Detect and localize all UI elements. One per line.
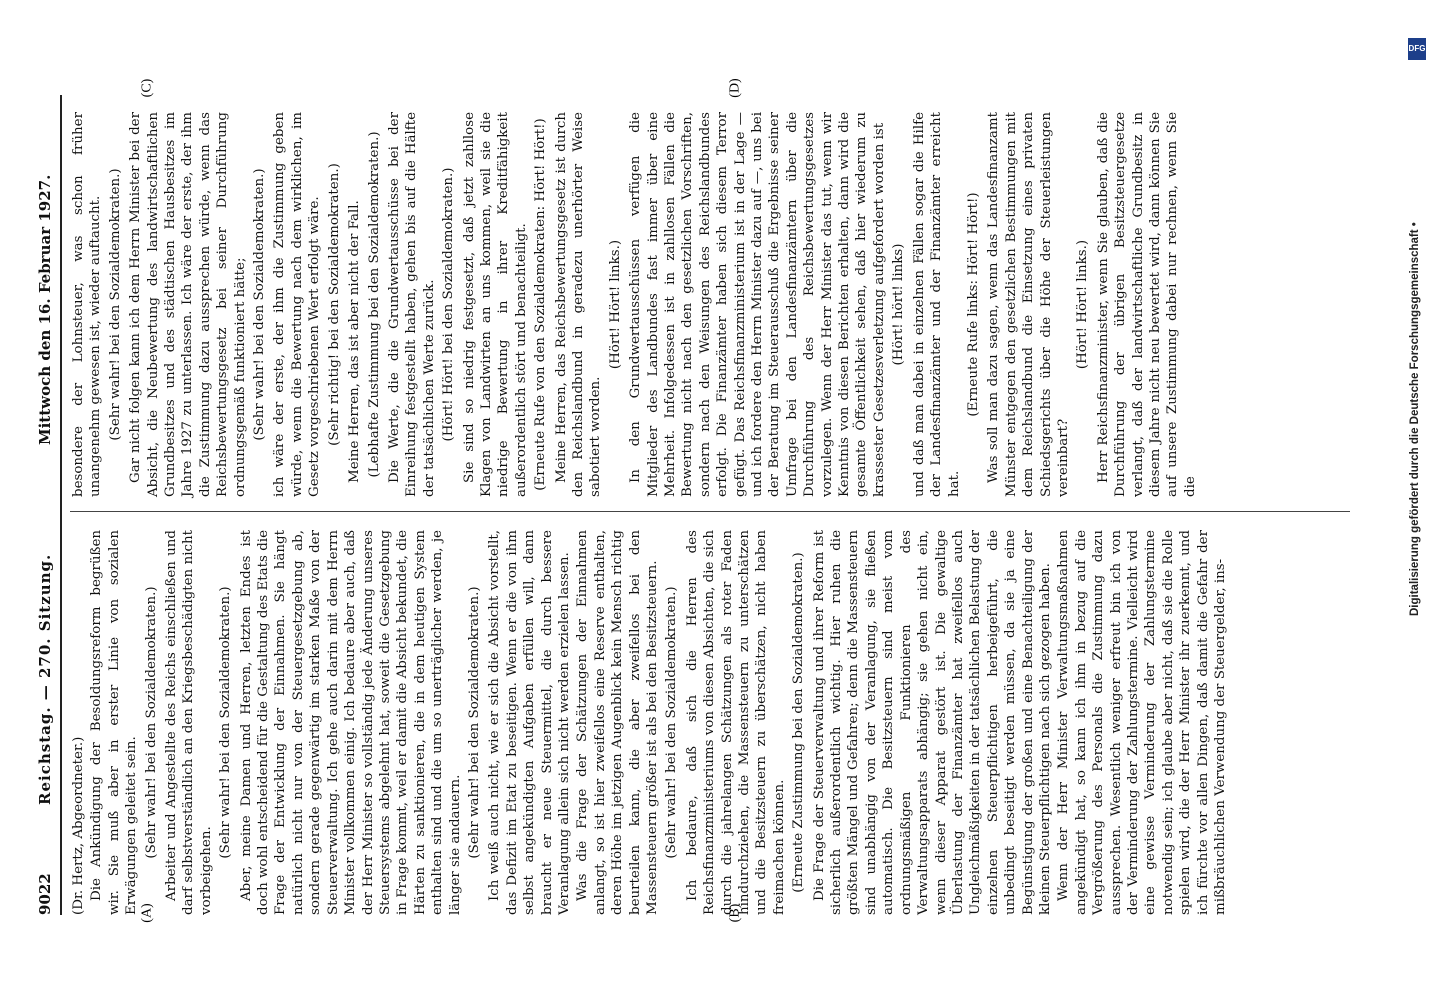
session-title: Reichstag. — 270. Sitzung. — [36, 553, 54, 805]
digitization-credit — [1405, 30, 1431, 620]
margin-marker-c: (C) — [139, 78, 155, 98]
paragraph: Gar nicht folgen kann ich dem Herrn Minister bei der Absicht, die Neubewertung des landwirtschaftlichen Grundbesitzes und des städtischen Hausbesitzes im Jahre 1927 zu unterlassen. Ich wäre der erste, der ihm die Zustimmung dazu aussprechen würde, wenn das Reichsbewertungsgesetz bei seiner Durchführung ordnungsgemäß funktioniert hätte; — [128, 112, 248, 497]
paragraph: besondere der Lohnsteuer, was schon früher unangenehm gewesen ist, wieder auftaucht. — [71, 112, 104, 497]
paragraph: Was soll man dazu sagen, wenn das Landesfinanzamt Münster entgegen den gesetzlichen Bestimmungen mit dem Reichslandbund die Einsetzung eines privaten Schiedsgerichts über die Höhe der Steuerleistungen vereinbart? — [986, 112, 1071, 497]
interjection: (Sehr wahr! bei den Sozialdemokraten.) — [107, 168, 123, 441]
interjection: (Sehr richtig! bei den Sozialdemokraten.) — [326, 163, 342, 446]
credit-text: Digitalisierung gefördert durch die Deutsche Forschungsgemeinschaft • — [1409, 222, 1421, 616]
paragraph: und daß man dabei in einzelnen Fällen sogar die Hilfe der Landesfinanzämter und der Finanzämter erreicht hat. — [911, 112, 962, 497]
column-divider — [70, 511, 1350, 512]
interjection: (Sehr wahr! bei den Sozialdemokraten.) — [143, 586, 159, 859]
paragraph: (Dr. Hertz, Abgeordneter.) — [71, 736, 86, 915]
interjection: (Erneute Zustimmung bei den Sozialdemokraten.) — [791, 552, 807, 893]
interjection: (Hört! hört! links) — [891, 243, 907, 366]
document-frame — [30, 95, 1360, 915]
interjection: (Sehr wahr! bei den Sozialdemokraten.) — [252, 168, 268, 441]
paragraph: Die Werte, die die Grundwertausschüsse bei der Einreihung festgestellt haben, gehen bis auf die Hälfte der tatsächlichen Werte zurück. — [386, 112, 437, 497]
paragraph: ich wäre der erste, der ihm die Zustimmung geben würde, wenn die Bewertung nach dem wirklichen, im Gesetz vorgeschriebenen Wert erfolgt wäre. — [272, 112, 323, 497]
interjection: (Erneute Rufe links: Hört! Hört!) — [965, 192, 981, 417]
paragraph: Arbeiter und Angestellte des Reichs einschließen und darf selbstverständlich an den Kriegsbeschädigten nicht vorbeigehen. — [164, 530, 214, 915]
paragraph: Wenn der Herr Minister Verwaltungsmaßnahmen angekündigt hat, so kann ich ihm in bezug auf die Vergrößerung des Personals die Zustimmung dazu aussprechen. Wesentlich weniger erfreut bin ich von der Verminderung der Zahlungstermine. Vielleicht wird eine gewisse Verminderung der Zahlungstermine notwendig sein; ich glaube aber nicht, daß sie die Rolle spielen wird, die der Herr Minister ihr zuerkennt, und ich fürchte vor allen Dingen, daß damit die Gefahr der mißbräuchlichen Verwendung der Steuergelder, ins- — [1056, 530, 1228, 915]
interjection: (Sehr wahr! bei den Sozialdemokraten.) — [664, 586, 680, 859]
paragraph: Sie sind so niedrig festgesetzt, daß jetzt zahllose Klagen von Landwirten an uns kommen, weil sie die niedrige Bewertung in ihrer Kreditfähigkeit außerordentlich stört und benachteiligt. — [461, 112, 529, 497]
header-rule — [60, 95, 62, 915]
page-number: 9022 — [36, 873, 54, 915]
paragraph: In den Grundwertausschüssen verfügen die Mitglieder des Landbundes fast immer über eine Mehrheit. Infolgedessen ist in zahllosen Fällen die Bewertung nicht nach den gesetzlichen Vorschriften, sondern nach den Weisungen des Reichslandbundes erfolgt. Die Finanzämter haben sich diesem Terror gefügt. Das Reichsfinanzministerium ist in der Lage — und ich fordere den Herrn Minister dazu auf —, uns bei der Beratung im Steuerausschuß die Ergebnisse seiner Umfrage bei den Landesfinanzämtern über die Durchführung des Reichsbewertungsgesetzes vorzulegen. Wenn der Herr Minister das tut, wenn wir Kenntnis von diesen Berichten erhalten, dann wird die gesamte Öffentlichkeit sehen, daß hier wiederum zu krassester Gesetzesverletzung aufgefordert worden ist — [628, 112, 887, 497]
interjection: (Sehr wahr! bei den Sozialdemokraten.) — [218, 586, 234, 859]
dfg-logo: DFG — [1408, 38, 1426, 60]
right-column — [70, 112, 1200, 497]
session-date: Mittwoch den 16. Februar 1927. — [36, 174, 54, 445]
interjection: (Lebhafte Zustimmung bei den Sozialdemokraten.) — [366, 131, 382, 478]
interjection: (Erneute Rufe von den Sozialdemokraten: Hört! Hört!) — [533, 118, 549, 491]
paragraph: Was die Frage der Schätzungen der Einnahmen anlangt, so ist hier zweifellos eine Reserve enthalten, deren Höhe im jetzigen Augenblick kein Mensch richtig beurteilen kann, die aber zweifellos bei den Massensteuern größer ist als bei den Besitzsteuern. — [575, 530, 660, 915]
paragraph: Ich weiß auch nicht, wie er sich die Absicht vorstellt, das Defizit im Etat zu beseitigen. Wenn er die von ihm selbst angekündigten Aufgaben erfüllen will, dann braucht er neue Steuermittel, die durch bessere Veranlagung allein sich nicht werden erzielen lassen. — [487, 530, 572, 915]
paragraph: Ich bedaure, daß sich die Herren des Reichsfinanzministeriums von diesen Absichten, die sich durch die jahrelangen Schätzungen als roter Faden hindurchziehen, die Massensteuern zu unterschätzen und die Besitzsteuern zu überschätzen, nicht haben freimachen können. — [684, 530, 787, 915]
paragraph: Meine Herren, das ist aber nicht der Fall. — [347, 200, 363, 483]
paragraph: Die Ankündigung der Besoldungsreform begrüßen wir. Sie muß aber in erster Linie von sozialen Erwägungen geleitet sein. — [89, 530, 140, 915]
interjection: (Hört! Hört! links.) — [607, 239, 623, 370]
left-column — [70, 530, 1230, 915]
paragraph: Die Frage der Steuerverwaltung und ihrer Reform ist sicherlich außerordentlich wichtig. Hier ruhen die größten Mängel und Gefahren; denn die Massensteuern sind unabhängig von der Veranlagung, sie fließen automatisch. Die Besitzsteuern sind meist vom ordnungsmäßigen Funktionieren des Verwaltungsapparats abhängig; sie gehen nicht ein, wenn dieser Apparat gestört ist. Die gewaltige Überlastung der Finanzämter hat zweifellos auch Ungleichmäßigkeiten in der tatsächlichen Belastung der einzelnen Steuerpflichtigen herbeigeführt, die unbedingt beseitigt werden müssen, da sie ja eine Begünstigung der großen und eine Benachteiligung der kleinen Steuerpflichtigen nach sich gezogen haben. — [811, 530, 1053, 915]
interjection: (Sehr wahr! bei den Sozialdemokraten.) — [466, 586, 482, 859]
interjection: (Hört! Hört! links.) — [1075, 239, 1091, 370]
paragraph: Meine Herren, das Reichsbewertungsgesetz ist durch den Reichslandbund in geradezu unerhörter Weise sabotiert worden. — [553, 112, 604, 497]
paragraph: Herr Reichsfinanzminister, wenn Sie glauben, daß die Durchführung der übrigen Besitzsteuergesetze verlangt, daß der landwirtschaftliche Grundbesitz in diesem Jahre nicht neu bewertet wird, dann können Sie auf unsere Zustimmung dabei nur rechnen, wenn Sie die — [1095, 112, 1198, 497]
paragraph: Aber, meine Damen und Herren, letzten Endes ist doch wohl entscheidend für die Gestaltung des Etats die Frage der Entwicklung der Einnahmen. Sie hängt natürlich nicht nur von der Steuergesetzgebung ab, sondern gerade gegenwärtig im starken Maße von der Steuerverwaltung. Ich gehe auch darin mit dem Herrn Minister vollkommen einig. Ich bedaure aber auch, daß der Herr Minister so vollständig jede Änderung unseres Steuersystems abgelehnt hat, soweit die Gesetzgebung in Frage kommt, weil er damit die Absicht bekundet, die Härten zu sanktionieren, die in dem heutigen System enthalten sind und die um so unerträglicher werden, je länger sie andauern. — [238, 530, 463, 915]
margin-marker-d: (D) — [727, 78, 743, 98]
interjection: (Hört! Hört! bei den Sozialdemokraten.) — [441, 167, 457, 442]
margin-marker-b: (B) — [727, 903, 743, 923]
page-header — [30, 95, 64, 915]
margin-marker-a: (A) — [139, 903, 155, 923]
